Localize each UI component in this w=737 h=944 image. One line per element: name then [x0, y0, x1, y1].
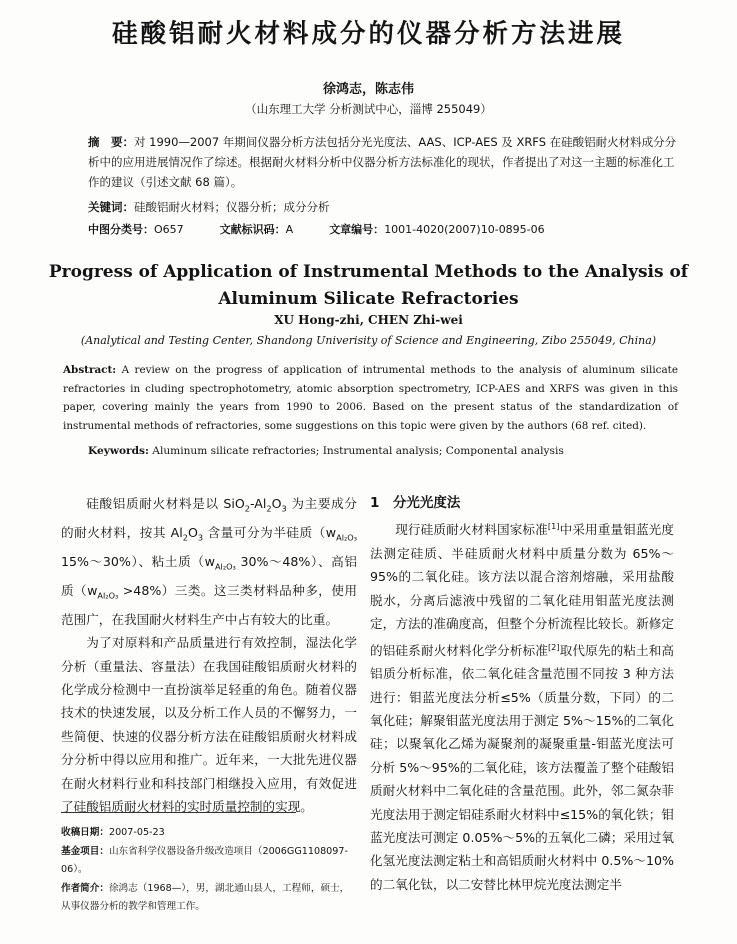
citation-2[interactable]: [2] [547, 641, 560, 652]
received-date: 收稿日期：2007-05-23 [61, 827, 165, 838]
clc-label: 中图分类号： [88, 223, 154, 236]
en-authors: XU Hong-zhi, CHEN Zhi-wei [274, 313, 463, 327]
en-abstract-label: Abstract: [63, 364, 117, 376]
author-bio: 作者简介：徐鸿志（1968—），男，湖北通山县人，工程师，硕士，从事仪器分析的教学和管理工作。 [61, 882, 350, 912]
cn-abstract-label: 摘 要： [88, 135, 134, 149]
cn-meta [88, 221, 688, 237]
cn-title: 硅酸铝耐火材料成分的仪器分析方法进展 [111, 19, 625, 49]
body-left-column [61, 492, 357, 818]
cn-authors: 徐鸿志，陈志伟 [322, 82, 414, 97]
doc-code-label: 文献标识码： [219, 223, 286, 236]
citation-1[interactable]: [1] [547, 521, 560, 532]
doc-code-value: A [285, 223, 294, 236]
article-no-value: 1001-4020(2007)10-0895-06 [384, 223, 545, 236]
en-abstract [63, 361, 678, 435]
cn-affiliation: （山东理工大学 分析测试中心，淄博 255049） [245, 102, 492, 116]
en-keywords-label: Keywords: [88, 445, 149, 457]
section-heading: 1 分光光度法 [370, 495, 461, 511]
en-keywords [88, 445, 688, 457]
cn-abstract [88, 132, 682, 192]
cn-keywords [88, 199, 688, 215]
footnote-divider [61, 812, 296, 813]
footnotes [61, 824, 357, 917]
body-right-column [370, 492, 674, 896]
fund-project: 基金项目：山东省科学仪器设备升级改造项目（2006GG1108097-06）。 [61, 845, 348, 875]
cn-abstract-text: 对 1990—2007 年期间仪器分析方法包括分光光度法、AAS、ICP-AES 及 XRFS 在硅酸铝耐火材料成分分析中的应用进展情况作了综述。根据耐火材料分析中仪器分析方法标准化的现状，作者提出了对这一主题的标准化工作的建议（引述文献 68 篇）。 [88, 135, 677, 189]
cn-keywords-text: 硅酸铝耐火材料；仪器分析；成分分析 [134, 200, 330, 214]
en-abstract-text: A review on the progress of application of intrumental methods to the analysis of aluminum silicate refractories in cluding spectrophotometry, atomic absorption spectrometry, ICP-AES and XRFS was given in this paper, covering mainly the years from 1990 to 2006. Based on the present status of the standardization of instrumental methods of refractories, some suggestions on this topic were given by the authors (68 ref. cited). [63, 364, 678, 432]
intro-paragraph-2: 为了对原料和产品质量进行有效控制，湿法化学分析（重量法、容量法）在我国硅酸铝质耐火材料的化学成分检测中一直扮演举足轻重的角色。随着仪器技术的快速发展，以及分析工作人员的不懈努力，一些简便、快速的仪器分析方法在硅酸铝质耐火材料成分分析中得以应用和推广。近年来，一大批先进仪器在耐火材料行业和科技部门相继投入应用，有效促进了硅酸铝质耐火材料的实时质量控制的实现。 [61, 635, 357, 814]
en-title: Progress of Application of Instrumental Methods to the Analysis of Aluminum Silicate Refractories [48, 262, 689, 309]
en-keywords-text: Aluminum silicate refractories; Instrumental analysis; Componental analysis [152, 445, 564, 457]
article-no-label: 文章编号： [329, 223, 385, 236]
intro-paragraph-1: 硅酸铝质耐火材料是以 $SiO_2-Al_2O_3$ 为主要成分的耐火材料，按其 $Al_2O_3$ 含量可分为半硅质（$w_{Al_2O_3}$ 15%～30%）、粘土质（$w_{Al_2O_3}$ 30%～48%）、高铝质$(w_{Al_2O_3} >48\%)$三类。这三类材料品种多，使用范围广，在我国耐火材料生产中占有较大的比重。 [61, 496, 358, 627]
section-paragraph-1: 现行硅质耐火材料国家标准[1]中采用重量钼蓝光度法测定硅质、半硅质耐火材料中质量分数为 65%～95%的二氧化硅。该方法以混合溶剂熔融，采用盐酸脱水，分离后滤液中残留的二氧化硅用钼蓝光度法测定，方法的准确度高，但整个分析流程比较长。新修定的铝硅系耐火材料化学分析标准[2]取代原先的粘土和高铝质分析标准，依二氧化硅含量范围不同按 3 种方法进行：钼蓝光度法分析≤5%（质量分数，下同）的二氧化硅；解聚钼蓝光度法用于测定 5%～15%的二氧化硅；以聚氧化乙烯为凝聚剂的凝聚重量-钼蓝光度法可分析 5%～95%的二氧化硅，该方法覆盖了整个硅酸铝质耐火材料中二氧化硅的含量范围。此外，邻二氮杂菲光度法用于测定铝硅系耐火材料中≤15%的氧化铁；钼蓝光度法可测定 0.05%～5%的五氧化二磷；采用过氧化氢光度法测定粘土和高铝质耐火材料中 0.5%～10%的二氧化钛，以二安替比林甲烷光度法测定半 [370, 521, 675, 892]
en-affiliation: (Analytical and Testing Center, Shandong Univerisity of Science and Engineering, Zibo 255049, China) [80, 334, 657, 347]
clc-value: O657 [154, 223, 184, 236]
cn-keywords-label: 关键词： [88, 200, 134, 214]
